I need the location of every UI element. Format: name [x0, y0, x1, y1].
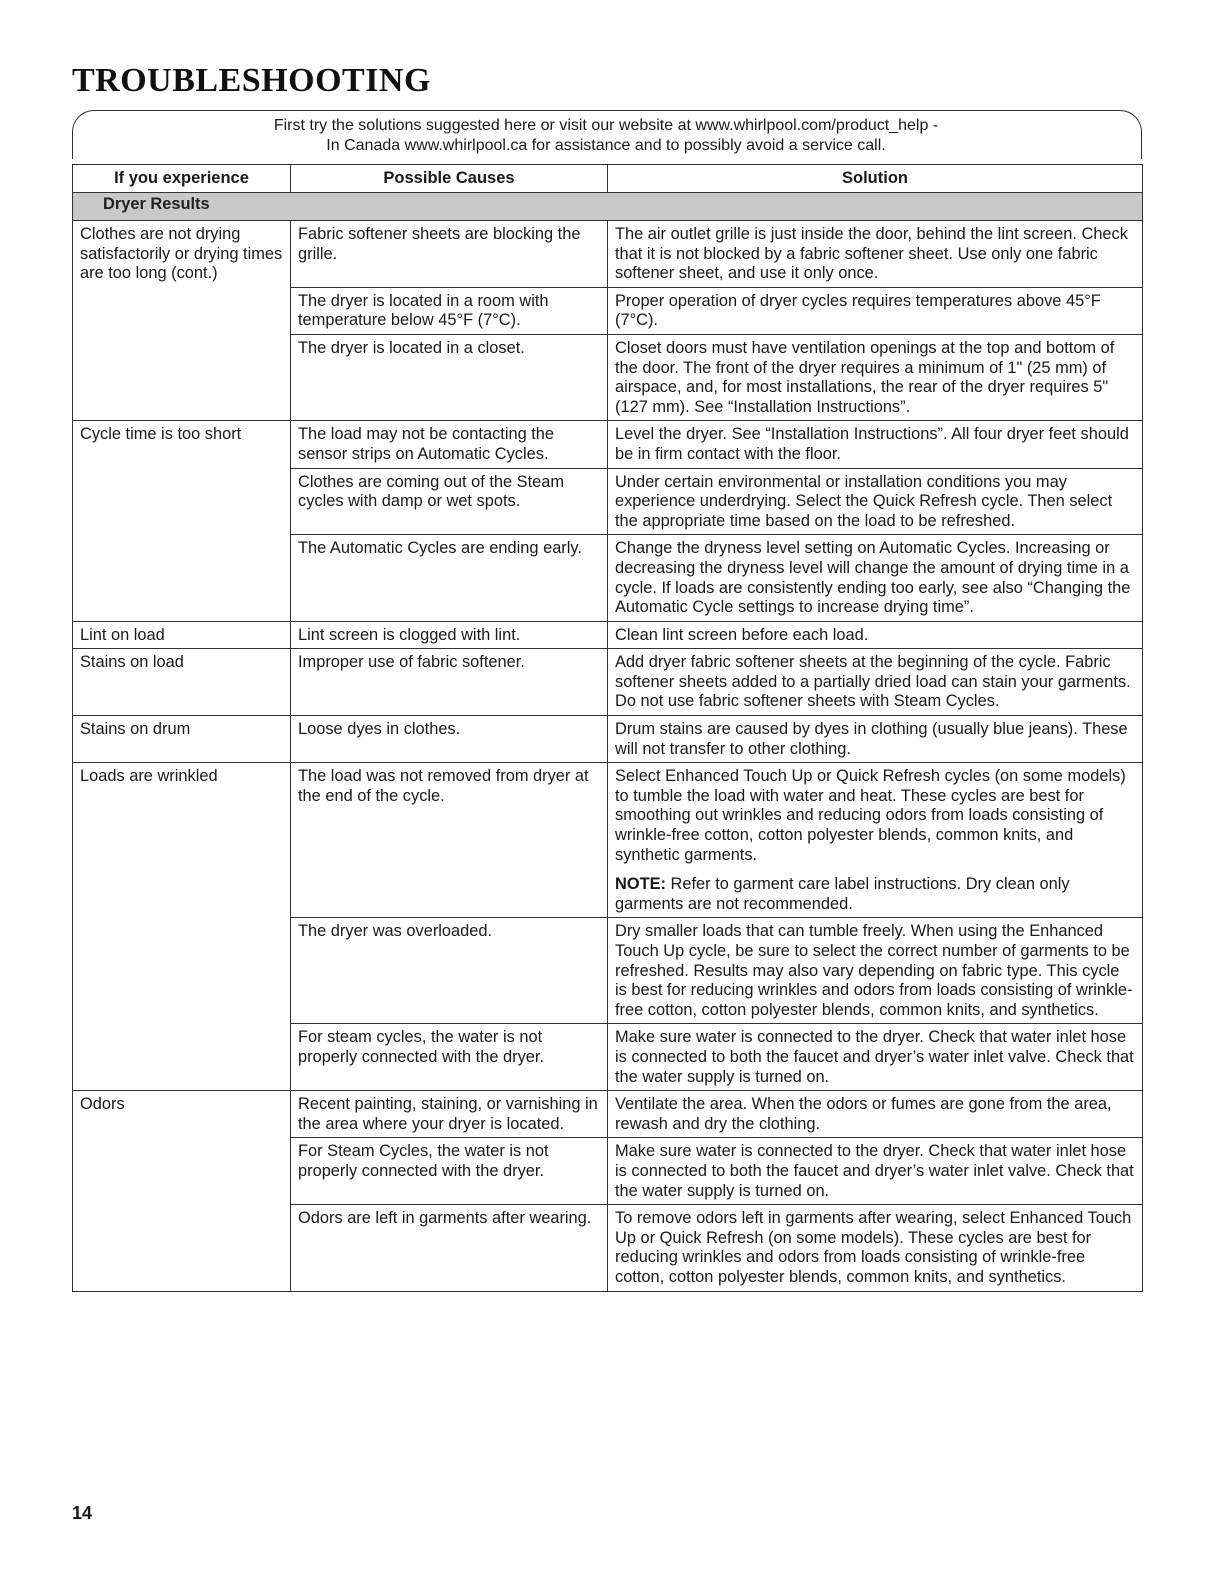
problem-cell: Cycle time is too short: [73, 421, 291, 468]
cause-cell: For steam cycles, the water is not properly connected with the dryer.: [291, 1024, 608, 1091]
problem-cell: [73, 287, 291, 334]
cause-cell: The dryer is located in a closet.: [291, 334, 608, 420]
cause-cell: Loose dyes in clothes.: [291, 716, 608, 763]
table-row: [73, 918, 1143, 1024]
solution-cell: Level the dryer. See “Installation Instructions”. All four dryer feet should be in firm contact with the floor.: [608, 421, 1143, 468]
table-row: [73, 287, 1143, 334]
problem-cell: Stains on load: [73, 649, 291, 716]
problem-cell: [73, 1138, 291, 1205]
solution-cell: The air outlet grille is just inside the door, behind the lint screen. Check that it is not blocked by a fabric softener sheet. Use only one fabric softener sheet, and use it only once.: [608, 221, 1143, 288]
problem-cell: Loads are wrinkled: [73, 763, 291, 918]
problem-cell: [73, 468, 291, 535]
header-solution: Solution: [608, 165, 1143, 193]
cause-cell: Clothes are coming out of the Steam cycles with damp or wet spots.: [291, 468, 608, 535]
note-text: Refer to garment care label instructions. Dry clean only garments are not recommended.: [615, 875, 1070, 913]
table-row: [73, 1091, 1143, 1138]
troubleshooting-table: [72, 164, 1143, 1292]
table-row: [73, 535, 1143, 621]
table-row: [73, 221, 1143, 288]
solution-cell: Add dryer fabric softener sheets at the beginning of the cycle. Fabric softener sheets added to a partially dried load can stain your garments. Do not use fabric softener sheets with Steam Cycles.: [608, 649, 1143, 716]
cause-cell: The Automatic Cycles are ending early.: [291, 535, 608, 621]
header-problem: If you experience: [73, 165, 291, 193]
problem-cell: [73, 535, 291, 621]
table-header-row: [73, 165, 1143, 193]
cause-cell: Odors are left in garments after wearing.: [291, 1205, 608, 1291]
cause-cell: The load may not be contacting the sensor strips on Automatic Cycles.: [291, 421, 608, 468]
note-label: NOTE:: [615, 875, 666, 894]
table-row: [73, 468, 1143, 535]
table-row: [73, 334, 1143, 420]
cause-cell: Fabric softener sheets are blocking the grille.: [291, 221, 608, 288]
cause-cell: The load was not removed from dryer at the end of the cycle.: [291, 763, 608, 918]
problem-cell: [73, 1205, 291, 1291]
solution-cell: Ventilate the area. When the odors or fumes are gone from the area, rewash and dry the clothing.: [608, 1091, 1143, 1138]
table-row: [73, 1138, 1143, 1205]
note-paragraph: [615, 875, 1135, 914]
problem-cell: [73, 334, 291, 420]
cause-cell: Lint screen is clogged with lint.: [291, 621, 608, 649]
problem-cell: [73, 918, 291, 1024]
table-row: [73, 649, 1143, 716]
cause-cell: Recent painting, staining, or varnishing in the area where your dryer is located.: [291, 1091, 608, 1138]
table-row: [73, 421, 1143, 468]
solution-cell: Make sure water is connected to the dryer. Check that water inlet hose is connected to both the faucet and dryer’s water inlet valve. Check that the water supply is turned on.: [608, 1024, 1143, 1091]
problem-cell: Stains on drum: [73, 716, 291, 763]
solution-cell: Closet doors must have ventilation openings at the top and bottom of the door. The front of the dryer requires a minimum of 1" (25 mm) of airspace, and, for most installations, the rear of the dryer requires 5" (127 mm). See “Installation Instructions”.: [608, 334, 1143, 420]
solution-cell: Clean lint screen before each load.: [608, 621, 1143, 649]
solution-cell: Drum stains are caused by dyes in clothing (usually blue jeans). These will not transfer to other clothing.: [608, 716, 1143, 763]
cause-cell: For Steam Cycles, the water is not properly connected with the dryer.: [291, 1138, 608, 1205]
problem-cell: Odors: [73, 1091, 291, 1138]
section-label: Dryer Results: [73, 193, 1143, 221]
solution-cell: To remove odors left in garments after wearing, select Enhanced Touch Up or Quick Refresh (on some models). These cycles are best for reducing wrinkles and odors from loads consisting of wrinkle-free cotton, cotton polyester blends, common knits, and synthetics.: [608, 1205, 1143, 1291]
table-row: [73, 1205, 1143, 1291]
solution-cell: Change the dryness level setting on Automatic Cycles. Increasing or decreasing the dryness level will change the amount of drying time in a cycle. If loads are consistently ending too early, see also “Changing the Automatic Cycle settings to increase drying time”.: [608, 535, 1143, 621]
problem-cell: Clothes are not drying satisfactorily or drying times are too long (cont.): [73, 221, 291, 288]
cause-cell: The dryer is located in a room with temperature below 45°F (7°C).: [291, 287, 608, 334]
table-row: [73, 1024, 1143, 1091]
table-row: [73, 621, 1143, 649]
problem-cell: [73, 1024, 291, 1091]
intro-line-1: First try the solutions suggested here or visit our website at www.whirlpool.com/product_help -: [273, 117, 939, 134]
cause-cell: Improper use of fabric softener.: [291, 649, 608, 716]
solution-cell: Make sure water is connected to the dryer. Check that water inlet hose is connected to both the faucet and dryer’s water inlet valve. Check that the water supply is turned on.: [608, 1138, 1143, 1205]
table-row: [73, 763, 1143, 918]
cause-cell: The dryer was overloaded.: [291, 918, 608, 1024]
solution-cell: Under certain environmental or installation conditions you may experience underdrying. Select the Quick Refresh cycle. Then select the appropriate time based on the load to be refreshed.: [608, 468, 1143, 535]
page-number: 14: [72, 1503, 93, 1523]
intro-text: [72, 116, 1140, 156]
section-row: [73, 193, 1143, 221]
solution-cell: Proper operation of dryer cycles requires temperatures above 45°F (7°C).: [608, 287, 1143, 334]
solution-text: Select Enhanced Touch Up or Quick Refresh cycles (on some models) to tumble the load with water and heat. These cycles are best for smoothing out wrinkles and reducing odors from loads consisting of wrinkle-free cotton, cotton polyester blends, common knits, and synthetic garments.: [615, 767, 1126, 864]
solution-cell: Dry smaller loads that can tumble freely. When using the Enhanced Touch Up cycle, be sure to select the correct number of garments to be refreshed. Results may also vary depending on fabric type. This cycle is best for reducing wrinkles and odors from loads consisting of wrinkle-free cotton, cotton polyester blends, common knits, and synthetics.: [608, 918, 1143, 1024]
header-causes: Possible Causes: [291, 165, 608, 193]
page-title: TROUBLESHOOTING: [72, 62, 431, 99]
table-row: [73, 716, 1143, 763]
intro-line-2: In Canada www.whirlpool.ca for assistance and to possibly avoid a service call.: [326, 137, 886, 154]
solution-cell: [608, 763, 1143, 918]
problem-cell: Lint on load: [73, 621, 291, 649]
